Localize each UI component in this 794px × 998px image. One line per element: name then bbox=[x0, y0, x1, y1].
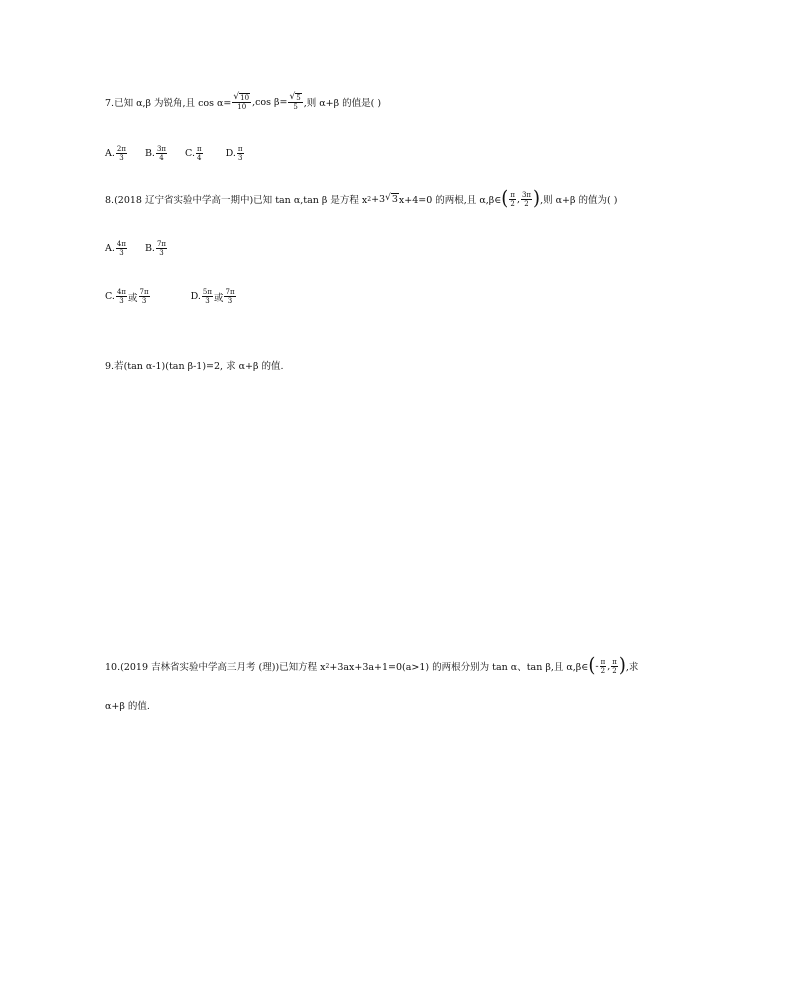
q10-stem-line2 bbox=[105, 698, 150, 712]
q8-exponent: 2 bbox=[367, 195, 372, 203]
q7-stem bbox=[105, 93, 381, 111]
q9-text: 9.若(tan α-1)(tan β-1)=2, 求 α+β 的值. bbox=[105, 361, 284, 372]
left-paren-icon: ( bbox=[588, 653, 596, 677]
q10-interval-sep: , bbox=[607, 660, 611, 672]
q7-suffix: ,则 α+β 的值是( ) bbox=[303, 98, 382, 109]
q7-mid: ,cos β= bbox=[252, 96, 288, 108]
q7-option-b[interactable]: B. $\frac{3\pi}{4}$ bbox=[144, 145, 167, 162]
q7-prefix: 7.已知 α,β 为锐角,且 cos α= bbox=[105, 98, 232, 109]
q8-eq-mid: +3 bbox=[371, 193, 386, 205]
q7-options bbox=[105, 145, 245, 162]
q7-cos-alpha-fraction: √ 10 10 bbox=[233, 92, 250, 111]
q8-interval-lower: $\frac{\pi}{2}$ bbox=[510, 190, 515, 208]
q8-interval-upper: $\frac{3\pi}{2}$ bbox=[521, 190, 532, 208]
q8-options-row1 bbox=[105, 240, 168, 257]
left-paren-icon: ( bbox=[501, 186, 509, 210]
q8-option-a[interactable]: A. $\frac{4\pi}{3}$ bbox=[105, 240, 126, 257]
q10-interval-lower: $\frac{\pi}{2}$ bbox=[600, 657, 606, 675]
q7-option-d[interactable]: D. $\frac{\pi}{3}$ bbox=[225, 145, 243, 162]
q8-option-c[interactable]: C. $\frac{4\pi}{3}$ 或 $\frac{7\pi}{3}$ bbox=[105, 288, 149, 305]
sqrt-icon: √ 10 bbox=[233, 92, 250, 102]
q9-stem bbox=[105, 358, 284, 372]
q10-line2: α+β 的值. bbox=[105, 701, 150, 712]
q7-cos-beta-fraction: √ 5 5 bbox=[289, 92, 301, 111]
q8-interval-sep: , bbox=[516, 193, 520, 205]
q10-minus-sign: - bbox=[595, 660, 599, 672]
q10-eq: +3ax+3a+1=0(a>1) 的两根分别为 tan α、tan β,且 α,β∈ bbox=[329, 662, 589, 673]
q8-stem bbox=[105, 186, 618, 210]
q10-exponent: 2 bbox=[325, 662, 330, 670]
q10-stem bbox=[105, 653, 639, 677]
q10-suffix: ,求 bbox=[625, 662, 639, 673]
q10-prefix: 10.(2019 吉林省实验中学高三月考 (理))已知方程 x bbox=[105, 662, 326, 673]
q8-options-row2 bbox=[105, 288, 237, 305]
right-paren-icon: ) bbox=[533, 186, 541, 210]
q7-option-c[interactable]: C. $\frac{\pi}{4}$ bbox=[185, 145, 202, 162]
q8-eq-end: x+4=0 的两根,且 α,β∈ bbox=[398, 195, 502, 206]
q10-interval-upper: $\frac{\pi}{2}$ bbox=[612, 657, 617, 675]
q8-prefix: 8.(2018 辽宁省实验中学高一期中)已知 tan α,tan β 是方程 x bbox=[105, 195, 368, 206]
q8-option-d[interactable]: D. $\frac{5\pi}{3}$ 或 $\frac{7\pi}{3}$ bbox=[190, 288, 235, 305]
q7-option-a[interactable]: A. $\frac{2\pi}{3}$ bbox=[105, 145, 126, 162]
q8-suffix: ,则 α+β 的值为( ) bbox=[540, 195, 618, 206]
right-paren-icon: ) bbox=[618, 653, 626, 677]
q8-option-b[interactable]: B. $\frac{7\pi}{3}$ bbox=[144, 240, 167, 257]
sqrt-icon: √ 3 bbox=[385, 193, 398, 205]
sqrt-icon: √ 5 bbox=[289, 92, 301, 102]
